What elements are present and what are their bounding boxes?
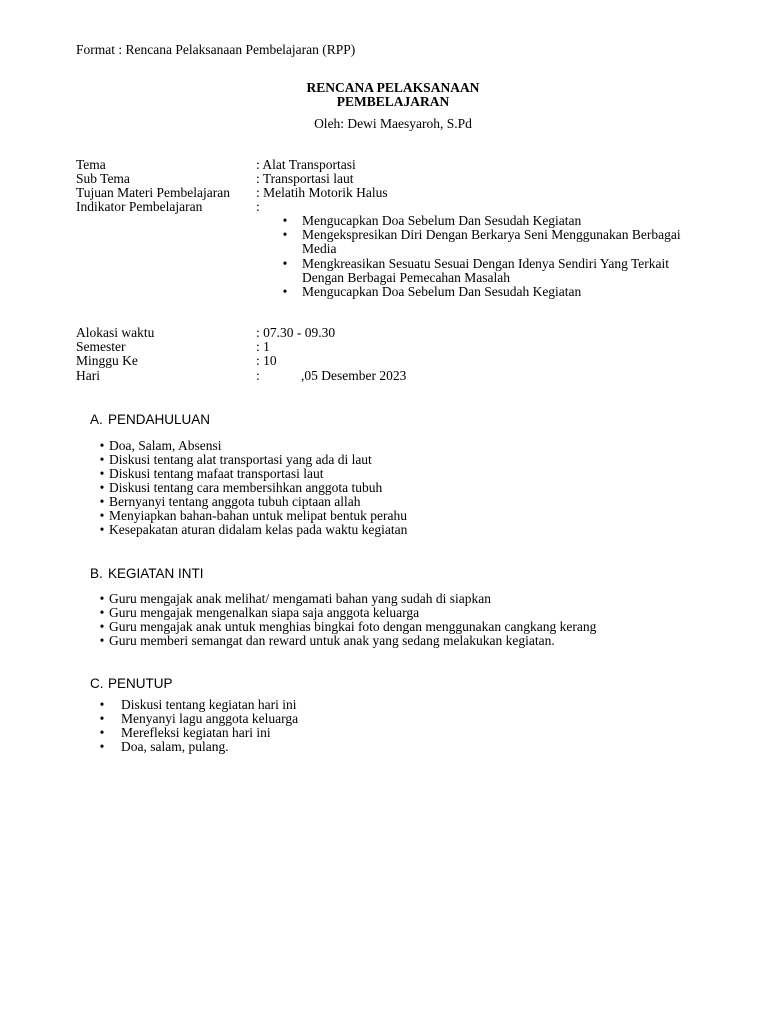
hari-colon: :	[256, 368, 260, 383]
kegiatan-inti-item: Guru mengajak mengenalkan siapa saja anggota keluarga	[109, 605, 420, 620]
bullet-icon: •	[99, 591, 105, 606]
minggu-value: : 10	[256, 353, 277, 368]
indikator-item: Mengucapkan Doa Sebelum Dan Sesudah Kegiatan	[302, 284, 582, 299]
bullet-icon: •	[99, 480, 105, 495]
minggu-label: Minggu Ke	[76, 353, 138, 368]
bullet-icon: •	[99, 739, 105, 754]
bullet-icon: •	[99, 711, 105, 726]
indikator-item: Mengkreasikan Sesuatu Sesuai Dengan Idenya Sendiri Yang Terkait Dengan Berbagai Pemecahan Masalah	[302, 256, 669, 285]
tujuan-label: Tujuan Materi Pembelajaran	[76, 185, 230, 200]
penutup-item: Menyanyi lagu anggota keluarga	[121, 711, 299, 726]
pendahuluan-item: Menyiapkan bahan-bahan untuk melipat bentuk perahu	[109, 508, 408, 523]
subtema-value: : Transportasi laut	[256, 171, 354, 186]
pendahuluan-item: Diskusi tentang mafaat transportasi laut	[109, 466, 324, 481]
alokasi-value: : 07.30 - 09.30	[256, 325, 336, 340]
bullet-icon: •	[99, 494, 105, 509]
section-c-letter: C.	[90, 676, 104, 691]
bullet-icon: •	[99, 633, 105, 648]
section-b-title: KEGIATAN INTI	[108, 566, 204, 581]
penutup-item: Merefleksi kegiatan hari ini	[121, 725, 271, 740]
pendahuluan-item: Diskusi tentang cara membersihkan anggota tubuh	[109, 480, 383, 495]
bullet-icon: •	[99, 619, 105, 634]
pendahuluan-item: Bernyanyi tentang anggota tubuh ciptaan allah	[109, 494, 361, 509]
bullet-icon: •	[282, 256, 288, 271]
section-c-title: PENUTUP	[108, 676, 173, 691]
penutup-item: Doa, salam, pulang.	[121, 739, 229, 754]
pendahuluan-item: Doa, Salam, Absensi	[109, 438, 222, 453]
bullet-icon: •	[99, 508, 105, 523]
tujuan-value: : Melatih Motorik Halus	[256, 185, 388, 200]
bullet-icon: •	[99, 605, 105, 620]
bullet-icon: •	[282, 213, 288, 228]
semester-label: Semester	[76, 339, 126, 354]
indikator-item: Mengekspresikan Diri Dengan Berkarya Seni Menggunakan Berbagai Media	[302, 227, 681, 256]
indikator-item: Mengucapkan Doa Sebelum Dan Sesudah Kegiatan	[302, 213, 582, 228]
alokasi-label: Alokasi waktu	[76, 325, 155, 340]
author-line: Oleh: Dewi Maesyaroh, S.Pd	[314, 116, 472, 131]
kegiatan-inti-item: Guru memberi semangat dan reward untuk anak yang sedang melakukan kegiatan.	[109, 633, 555, 648]
kegiatan-inti-item: Guru mengajak anak melihat/ mengamati bahan yang sudah di siapkan	[109, 591, 492, 606]
bullet-icon: •	[99, 522, 105, 537]
bullet-icon: •	[99, 466, 105, 481]
section-a-title: PENDAHULUAN	[108, 412, 211, 427]
bullet-icon: •	[99, 697, 105, 712]
pendahuluan-item: Diskusi tentang alat transportasi yang ada di laut	[109, 452, 372, 467]
pendahuluan-item: Kesepakatan aturan didalam kelas pada waktu kegiatan	[109, 522, 408, 537]
semester-value: : 1	[256, 339, 270, 354]
penutup-item: Diskusi tentang kegiatan hari ini	[121, 697, 297, 712]
kegiatan-inti-item: Guru mengajak anak untuk menghias bingkai foto dengan menggunakan cangkang kerang	[109, 619, 597, 634]
tema-label: Tema	[76, 157, 106, 172]
subtema-label: Sub Tema	[76, 171, 130, 186]
bullet-icon: •	[282, 227, 288, 242]
hari-value: ,05 Desember 2023	[301, 368, 407, 383]
bullet-icon: •	[99, 438, 105, 453]
indikator-label: Indikator Pembelajaran	[76, 199, 203, 214]
bullet-icon: •	[99, 725, 105, 740]
document-title-line1: RENCANA PELAKSANAAN	[306, 80, 480, 95]
hari-label: Hari	[76, 368, 100, 383]
format-line: Format : Rencana Pelaksanaan Pembelajaran (RPP)	[76, 42, 356, 57]
section-a-letter: A.	[90, 412, 103, 427]
bullet-icon: •	[282, 284, 288, 299]
bullet-icon: •	[99, 452, 105, 467]
section-b-letter: B.	[90, 566, 103, 581]
tema-value: : Alat Transportasi	[256, 157, 356, 172]
indikator-colon: :	[256, 199, 260, 214]
document-title-line2: PEMBELAJARAN	[336, 94, 450, 109]
